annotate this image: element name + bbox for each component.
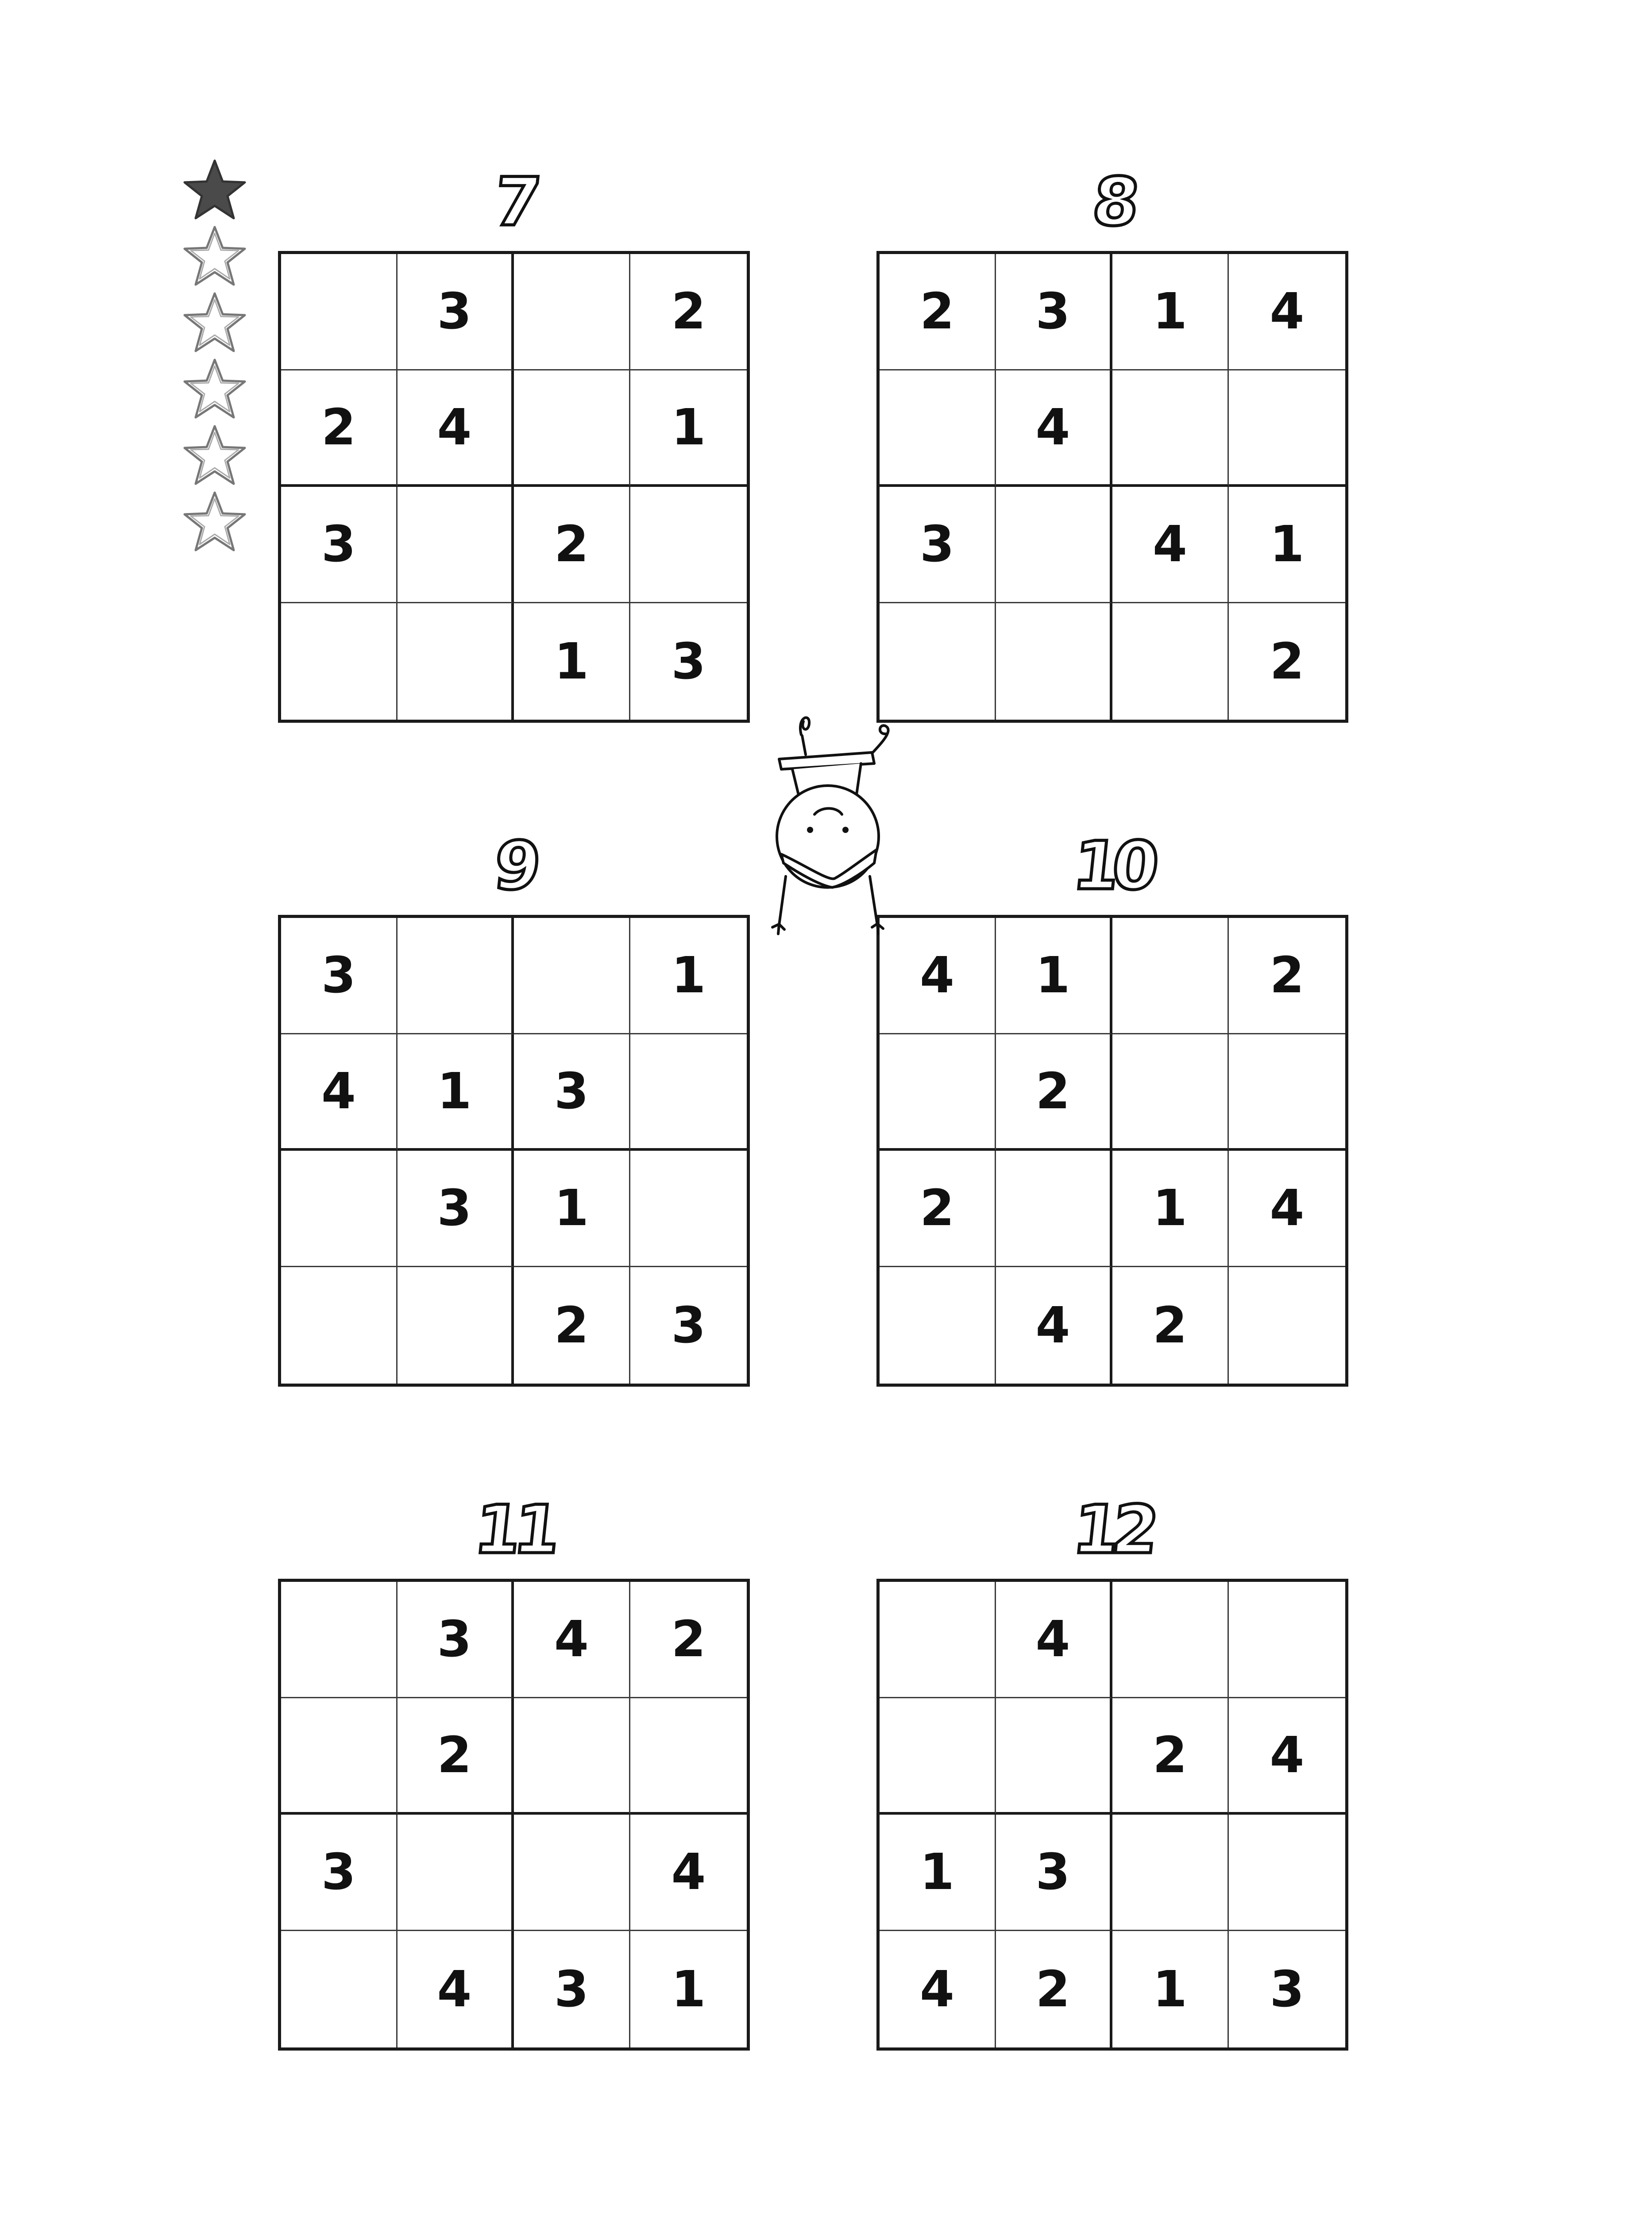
sudoku-cell[interactable] xyxy=(398,487,514,603)
sudoku-cell: 3 xyxy=(880,487,996,603)
sudoku-cell[interactable] xyxy=(630,1151,747,1267)
sudoku-cell: 3 xyxy=(1270,1960,1305,2018)
sudoku-cell: 4 xyxy=(1229,1698,1345,1815)
upside-down-chef-icon xyxy=(761,704,912,943)
sudoku-cell[interactable] xyxy=(398,603,514,720)
puzzle-number: 9 xyxy=(490,828,538,905)
sudoku-cell[interactable] xyxy=(880,1582,996,1698)
sudoku-cell[interactable] xyxy=(398,1815,514,1931)
sudoku-cell: 4 xyxy=(281,1034,398,1151)
sudoku-cell: 3 xyxy=(281,918,398,1034)
sudoku-cell: 2 xyxy=(630,1582,747,1698)
sudoku-cell[interactable] xyxy=(281,1582,398,1698)
puzzle-number: 12 xyxy=(1069,1492,1156,1569)
puzzle-7 xyxy=(278,164,750,723)
sudoku-cell: 1 xyxy=(1112,1931,1229,2047)
sudoku-cell: 1 xyxy=(630,370,747,487)
sudoku-cell[interactable] xyxy=(1112,1815,1229,1931)
sudoku-cell: 1 xyxy=(630,918,747,1034)
sudoku-cell: 2 xyxy=(630,254,747,370)
sudoku-grid xyxy=(278,1579,750,2051)
sudoku-cell[interactable] xyxy=(1112,603,1229,720)
sudoku-cell: 3 xyxy=(398,1582,514,1698)
sudoku-cell: 1 xyxy=(514,1151,630,1267)
sudoku-cell: 2 xyxy=(1112,1698,1229,1815)
puzzle-11 xyxy=(278,1492,750,2051)
sudoku-cell: 3 xyxy=(996,1815,1112,1931)
sudoku-cell: 1 xyxy=(880,1815,996,1931)
sudoku-cell: 4 xyxy=(1229,254,1345,370)
sudoku-cell[interactable] xyxy=(996,1151,1112,1267)
sudoku-cell[interactable] xyxy=(996,1698,1112,1815)
sudoku-cell[interactable] xyxy=(1112,1034,1229,1151)
sudoku-cell: 1 xyxy=(671,1960,706,2018)
sudoku-cell[interactable] xyxy=(630,487,747,603)
star-empty-icon xyxy=(181,356,248,423)
sudoku-cell[interactable] xyxy=(1112,370,1229,487)
sudoku-cell[interactable] xyxy=(880,603,996,720)
sudoku-cell[interactable] xyxy=(514,254,630,370)
sudoku-grid xyxy=(278,251,750,723)
sudoku-cell[interactable] xyxy=(1229,1034,1345,1151)
puzzle-number: 11 xyxy=(471,1492,557,1569)
sudoku-cell[interactable] xyxy=(514,1815,630,1931)
sudoku-cell: 2 xyxy=(514,487,630,603)
sudoku-cell: 4 xyxy=(880,918,996,1034)
sudoku-cell[interactable] xyxy=(514,1698,630,1815)
sudoku-cell[interactable] xyxy=(514,918,630,1034)
sudoku-cell: 2 xyxy=(996,1034,1112,1151)
sudoku-cell: 4 xyxy=(1112,487,1229,603)
sudoku-cell[interactable] xyxy=(996,487,1112,603)
sudoku-cell[interactable] xyxy=(880,370,996,487)
sudoku-cell: 2 xyxy=(880,254,996,370)
sudoku-cell[interactable] xyxy=(880,1267,996,1384)
sudoku-grid xyxy=(876,915,1348,1387)
sudoku-cell: 3 xyxy=(514,1931,630,2047)
sudoku-cell: 1 xyxy=(398,1034,514,1151)
sudoku-cell: 2 xyxy=(1112,1267,1229,1384)
sudoku-cell: 2 xyxy=(880,1151,996,1267)
sudoku-cell: 3 xyxy=(671,632,706,690)
sudoku-grid xyxy=(876,1579,1348,2051)
sudoku-cell[interactable] xyxy=(281,603,398,720)
sudoku-cell[interactable] xyxy=(630,1034,747,1151)
sudoku-cell: 4 xyxy=(630,1815,747,1931)
sudoku-cell[interactable] xyxy=(281,254,398,370)
star-empty-icon xyxy=(181,224,248,290)
puzzle-12 xyxy=(876,1492,1348,2051)
sudoku-cell: 1 xyxy=(1229,487,1345,603)
star-empty-icon xyxy=(181,489,248,555)
sudoku-cell: 4 xyxy=(996,1582,1112,1698)
puzzle-9 xyxy=(278,828,750,1387)
sudoku-cell[interactable] xyxy=(1112,918,1229,1034)
sudoku-cell[interactable] xyxy=(398,918,514,1034)
sudoku-cell[interactable] xyxy=(1229,1815,1345,1931)
sudoku-cell: 4 xyxy=(398,1931,514,2047)
sudoku-cell[interactable] xyxy=(281,1151,398,1267)
sudoku-cell: 3 xyxy=(398,254,514,370)
puzzle-8 xyxy=(876,164,1348,723)
sudoku-cell: 2 xyxy=(281,370,398,487)
sudoku-cell: 2 xyxy=(1270,632,1305,690)
sudoku-grid xyxy=(876,251,1348,723)
sudoku-cell: 3 xyxy=(281,487,398,603)
sudoku-cell: 4 xyxy=(996,1267,1112,1384)
sudoku-grid xyxy=(278,915,750,1387)
sudoku-cell: 4 xyxy=(398,370,514,487)
puzzle-number: 8 xyxy=(1088,164,1136,241)
puzzle-10 xyxy=(876,828,1348,1387)
difficulty-rating xyxy=(181,157,252,555)
sudoku-cell: 3 xyxy=(398,1151,514,1267)
sudoku-cell[interactable] xyxy=(630,1698,747,1815)
sudoku-cell: 3 xyxy=(996,254,1112,370)
sudoku-cell[interactable] xyxy=(996,603,1112,720)
sudoku-cell[interactable] xyxy=(398,1267,514,1384)
star-filled-icon xyxy=(181,157,248,224)
puzzle-number: 10 xyxy=(1069,828,1156,905)
sudoku-cell: 3 xyxy=(281,1815,398,1931)
puzzle-number: 7 xyxy=(490,164,538,241)
sudoku-cell[interactable] xyxy=(281,1931,398,2047)
sudoku-cell[interactable] xyxy=(880,1698,996,1815)
sudoku-cell[interactable] xyxy=(880,1034,996,1151)
sudoku-cell[interactable] xyxy=(1112,1582,1229,1698)
sudoku-cell: 2 xyxy=(398,1698,514,1815)
sudoku-cell: 2 xyxy=(996,1931,1112,2047)
star-empty-icon xyxy=(181,290,248,356)
sudoku-cell: 4 xyxy=(880,1931,996,2047)
sudoku-cell[interactable] xyxy=(281,1698,398,1815)
sudoku-cell: 3 xyxy=(671,1296,706,1354)
sudoku-cell: 3 xyxy=(514,1034,630,1151)
sudoku-cell[interactable] xyxy=(1229,1267,1345,1384)
sudoku-cell: 1 xyxy=(514,603,630,720)
sudoku-cell: 2 xyxy=(1229,918,1345,1034)
sudoku-cell: 4 xyxy=(996,370,1112,487)
sudoku-cell: 1 xyxy=(996,918,1112,1034)
star-empty-icon xyxy=(181,423,248,489)
sudoku-cell: 4 xyxy=(1229,1151,1345,1267)
sudoku-cell[interactable] xyxy=(281,1267,398,1384)
sudoku-cell: 2 xyxy=(514,1267,630,1384)
sudoku-cell: 4 xyxy=(514,1582,630,1698)
sudoku-cell[interactable] xyxy=(1229,370,1345,487)
sudoku-cell[interactable] xyxy=(514,370,630,487)
sudoku-cell: 1 xyxy=(1112,1151,1229,1267)
sudoku-cell[interactable] xyxy=(1229,1582,1345,1698)
sudoku-cell: 1 xyxy=(1112,254,1229,370)
